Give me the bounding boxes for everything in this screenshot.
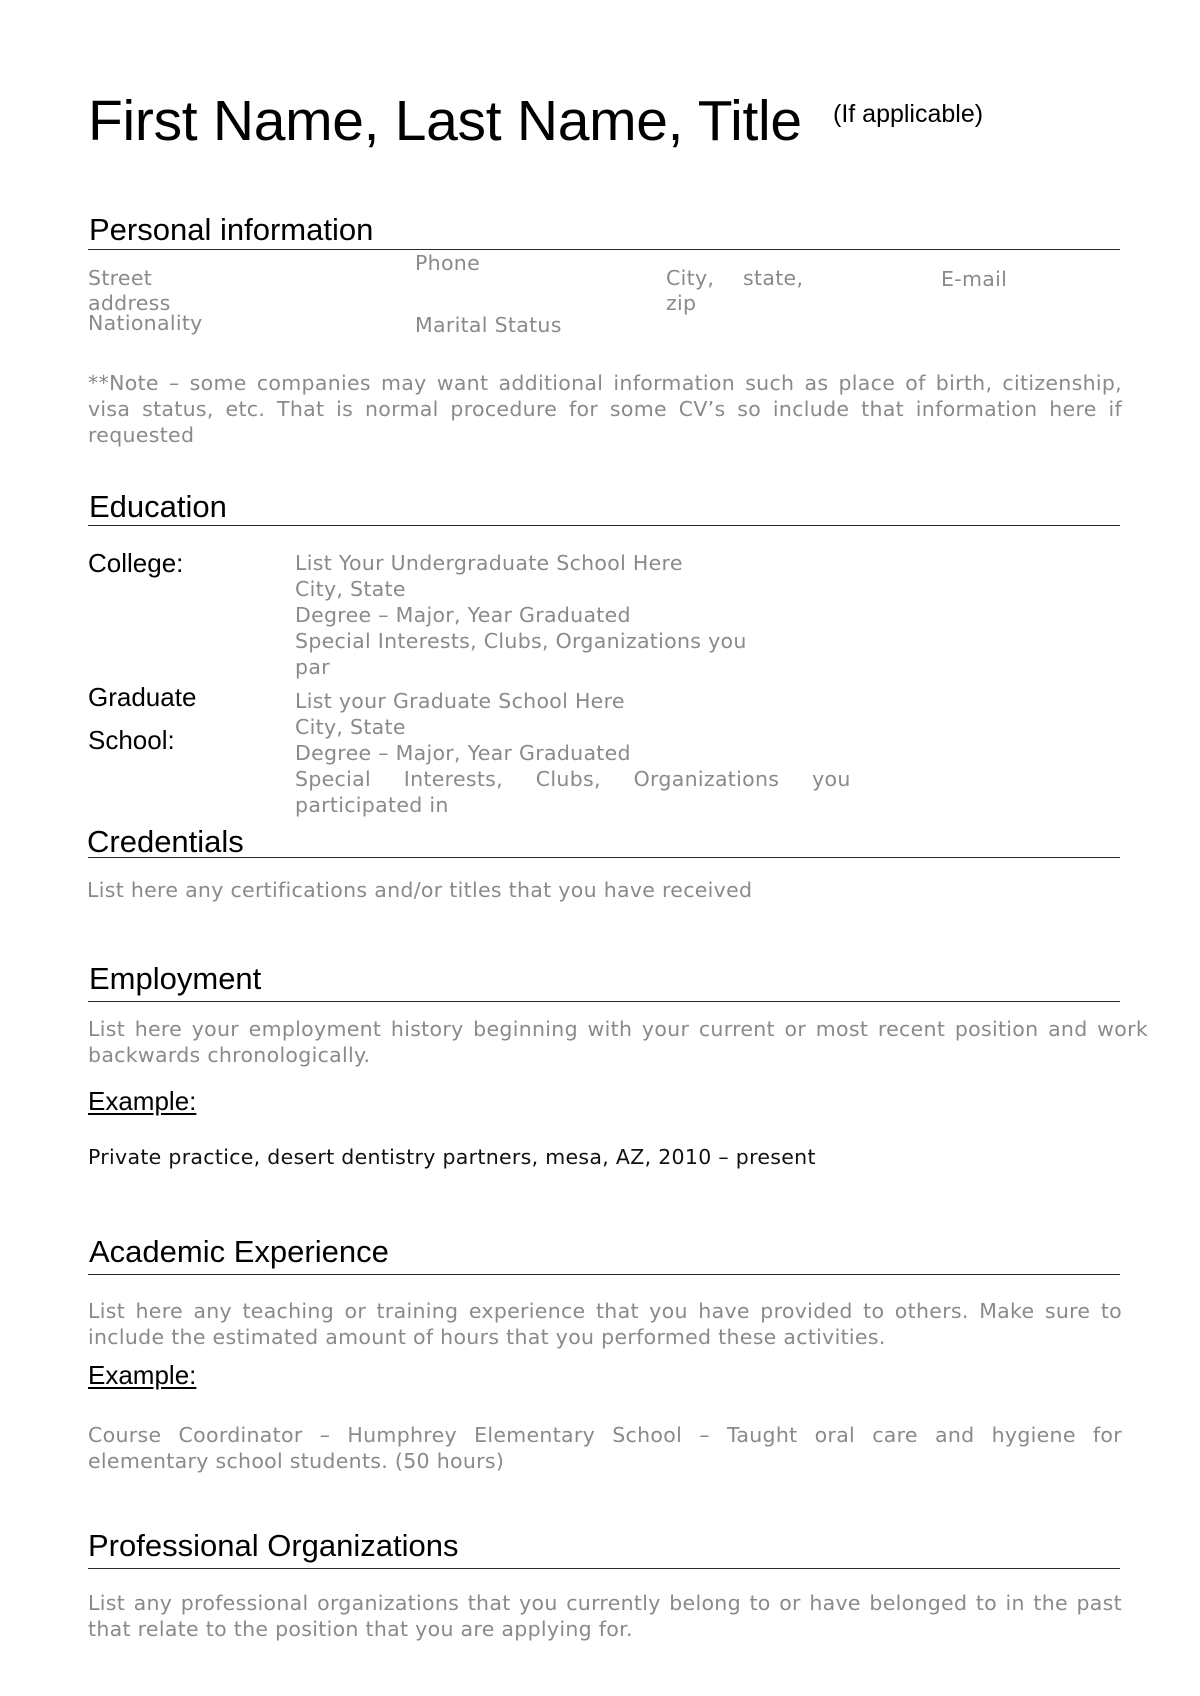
employment-example-text: Private practice, desert dentistry partners, mesa, AZ, 2010 – present: [88, 1145, 816, 1169]
section-title-personal: Personal information: [89, 212, 374, 247]
academic-text: List here any teaching or training experience that you have provided to others. Make sure to include the estimated amount of hours that you performed these activities.: [88, 1299, 1122, 1349]
section-title-education: Education: [89, 489, 227, 524]
grad-line: List your Graduate School Here: [295, 689, 625, 713]
college-line: par: [295, 655, 330, 679]
section-title-employment: Employment: [89, 961, 262, 996]
college-line: Special Interests, Clubs, Organizations you: [295, 629, 747, 653]
academic-example-text: Course Coordinator – Humphrey Elementary School – Taught oral care and hygiene for elementary school students. (50 hours): [88, 1423, 1122, 1473]
college-line: City, State: [295, 577, 406, 601]
field-marital-status: Marital Status: [415, 313, 562, 337]
employment-example-label: Example:: [88, 1086, 197, 1116]
employment-text: List here your employment history beginning with your current or most recent position and work backwards chronologically.: [88, 1017, 1148, 1067]
graduate-label-line2: School:: [88, 725, 175, 755]
college-label: College:: [88, 548, 184, 578]
personal-info-note: **Note – some companies may want additional information such as place of birth, citizenship, visa status, etc. That is normal procedure for some CV’s so include that information here if requested: [88, 371, 1122, 447]
college-line: List Your Undergraduate School Here: [295, 551, 683, 575]
section-title-academic: Academic Experience: [89, 1234, 389, 1269]
field-nationality: Nationality: [88, 311, 203, 335]
cv-name-title: First Name, Last Name, Title: [88, 89, 802, 153]
section-divider: [88, 1001, 1120, 1002]
college-details: [295, 550, 815, 680]
college-line: Degree – Major, Year Graduated: [295, 603, 631, 627]
field-phone: Phone: [415, 251, 481, 275]
section-divider: [88, 1274, 1120, 1275]
section-title-credentials: Credentials: [87, 824, 244, 859]
grad-line: Degree – Major, Year Graduated: [295, 741, 631, 765]
organizations-text: List any professional organizations that you currently belong to or have belonged to in the past that relate to the position that you are applying for.: [88, 1591, 1122, 1641]
graduate-details: [295, 688, 895, 818]
field-street-address: Street address: [88, 266, 171, 315]
grad-line: participated in: [295, 793, 449, 817]
section-divider: [88, 1568, 1120, 1569]
credentials-text: List here any certifications and/or titles that you have received: [87, 878, 753, 902]
graduate-label-line1: Graduate: [88, 682, 197, 712]
grad-line: Special Interests, Clubs, Organizations you: [295, 767, 851, 791]
section-title-organizations: Professional Organizations: [88, 1528, 459, 1563]
academic-example-label: Example:: [88, 1360, 197, 1390]
field-city-state-zip: City, state, zip: [666, 266, 804, 315]
section-divider: [88, 249, 1120, 250]
section-divider: [88, 525, 1120, 526]
field-email: E-mail: [941, 267, 1008, 291]
section-divider: [88, 857, 1120, 858]
applicable-note: (If applicable): [833, 100, 984, 128]
grad-line: City, State: [295, 715, 406, 739]
